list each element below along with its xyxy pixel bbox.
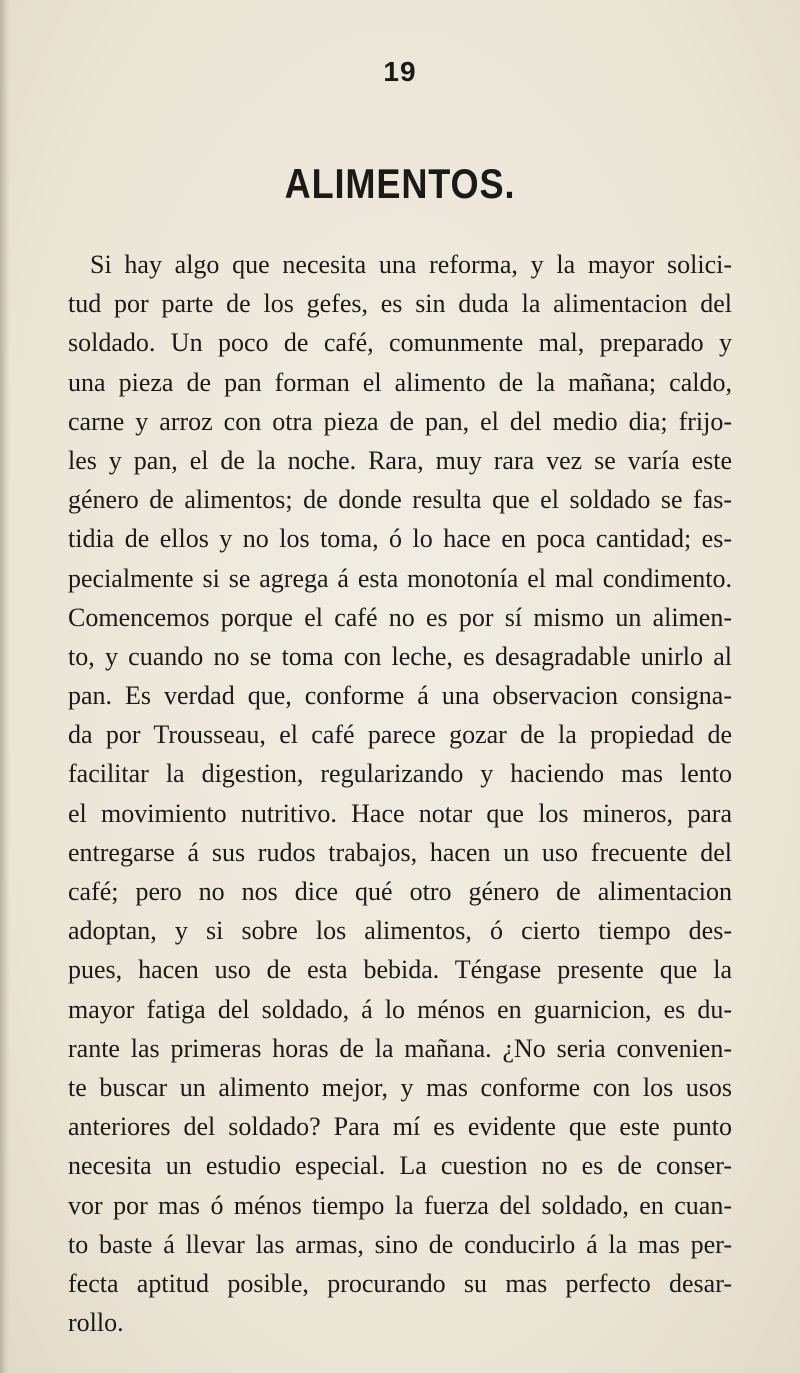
- text-line: da por Trousseau, el café parece gozar de la propiedad de: [68, 720, 732, 750]
- text-line: to, y cuando no se toma con leche, es desagradable unirlo al: [68, 641, 732, 671]
- text-line: les y pan, el de la noche. Rara, muy rara vez se varía este: [68, 445, 732, 475]
- text-line: fecta aptitud posible, procurando su mas perfecto desar-: [68, 1268, 732, 1298]
- text-line: Si hay algo que necesita una reforma, y la mayor solici-: [90, 250, 732, 279]
- text-line: pecialmente si se agrega á esta monotonía el mal condimento.: [68, 563, 732, 593]
- text-line: pan. Es verdad que, conforme á una observacion consigna-: [68, 681, 732, 711]
- text-line: Comencemos porque el café no es por sí mismo un alimen-: [68, 602, 732, 632]
- body-paragraph: [68, 245, 732, 1342]
- text-line: tud por parte de los gefes, es sin duda la alimentacion del: [68, 289, 732, 319]
- text-line: mayor fatiga del soldado, á lo ménos en guarnicion, es du-: [68, 994, 732, 1024]
- text-line: te buscar un alimento mejor, y mas conforme con los usos: [68, 1072, 732, 1102]
- text-line: el movimiento nutritivo. Hace notar que los mineros, para: [68, 798, 732, 828]
- page-number: 19: [383, 56, 417, 87]
- text-line: rante las primeras horas de la mañana. ¿No seria convenien-: [68, 1033, 732, 1063]
- text-line: carne y arroz con otra pieza de pan, el del medio dia; frijo-: [68, 406, 732, 436]
- text-line: entregarse á sus rudos trabajos, hacen un uso frecuente del: [68, 837, 732, 867]
- text-line: rollo.: [68, 1308, 124, 1338]
- text-line: café; pero no nos dice qué otro género de alimentacion: [68, 877, 732, 906]
- page-edge-shadow: [0, 0, 10, 1373]
- text-line: pues, hacen uso de esta bebida. Téngase presente que la: [68, 955, 732, 985]
- text-line: tidia de ellos y no los toma, ó lo hace en poca cantidad; es-: [68, 524, 732, 554]
- text-line: necesita un estudio especial. La cuestion no es de conser-: [68, 1151, 732, 1181]
- text-line: anteriores del soldado? Para mí es evidente que este punto: [68, 1112, 732, 1142]
- text-line: género de alimentos; de donde resulta que el soldado se fas-: [68, 485, 732, 515]
- section-heading: ALIMENTOS.: [284, 160, 516, 207]
- text-line: una pieza de pan forman el alimento de la mañana; caldo,: [68, 367, 732, 397]
- text-line: adoptan, y si sobre los alimentos, ó cierto tiempo des-: [68, 916, 732, 946]
- text-line: facilitar la digestion, regularizando y haciendo mas lento: [68, 759, 732, 789]
- text-line: soldado. Un poco de café, comunmente mal, preparado y: [68, 328, 732, 358]
- text-line: vor por mas ó ménos tiempo la fuerza del soldado, en cuan-: [68, 1190, 732, 1220]
- text-line: to baste á llevar las armas, sino de conducirlo á la mas per-: [68, 1229, 732, 1259]
